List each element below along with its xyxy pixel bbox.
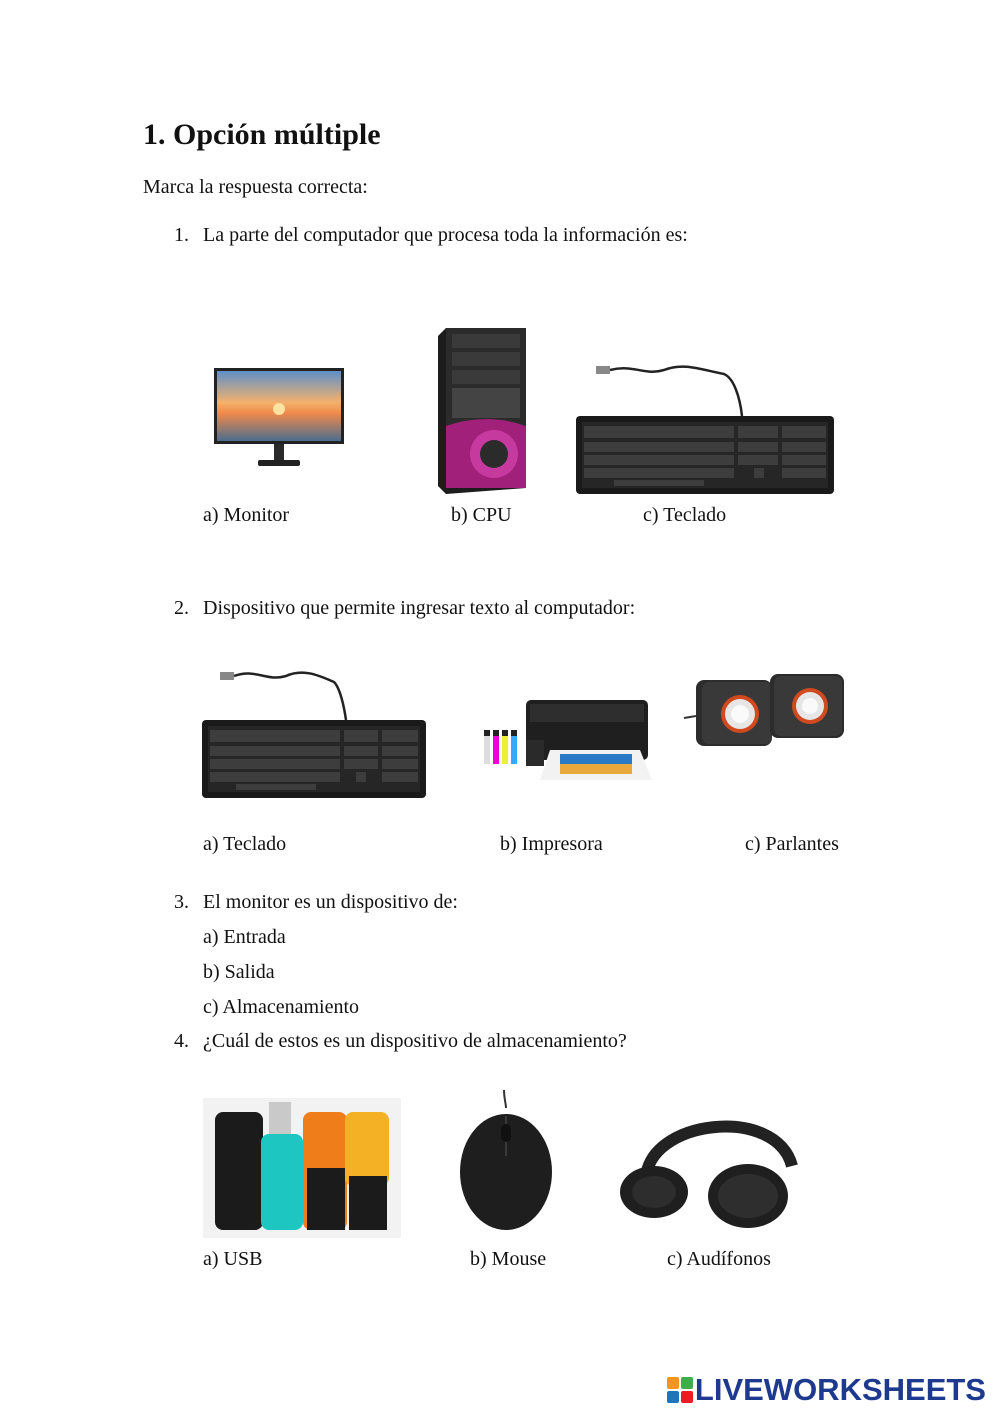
q2-option-c[interactable]: c) Parlantes: [745, 833, 839, 855]
keyboard-image: [574, 358, 836, 496]
worksheet-title: 1. Opción múltiple: [143, 118, 381, 151]
question-number: 1.: [174, 224, 189, 246]
question-text: ¿Cuál de estos es un dispositivo de almacenamiento?: [203, 1030, 627, 1052]
keyboard-image: [200, 664, 428, 800]
q2-option-b[interactable]: b) Impresora: [500, 833, 603, 855]
q4-option-b[interactable]: b) Mouse: [470, 1248, 547, 1270]
q4-option-c[interactable]: c) Audífonos: [667, 1248, 771, 1270]
question-text: Dispositivo que permite ingresar texto al computador:: [203, 597, 636, 619]
printer-image: [480, 694, 660, 800]
headphones-image: [616, 1110, 800, 1232]
question-text: La parte del computador que procesa toda la información es:: [203, 224, 688, 246]
instruction-text: Marca la respuesta correcta:: [143, 176, 368, 198]
mouse-image: [456, 1090, 556, 1232]
question-number: 2.: [174, 597, 189, 619]
liveworksheets-logo[interactable]: [667, 1372, 986, 1408]
q3-option-a[interactable]: a) Entrada: [203, 926, 286, 948]
q4-option-a[interactable]: a) USB: [203, 1248, 263, 1270]
logo-text: LIVEWORKSHEETS: [694, 1372, 986, 1407]
question-text: El monitor es un dispositivo de:: [203, 891, 458, 913]
q1-option-c[interactable]: c) Teclado: [643, 504, 727, 526]
question-number: 4.: [174, 1030, 189, 1052]
q2-option-a[interactable]: a) Teclado: [203, 833, 287, 855]
q3-option-b[interactable]: b) Salida: [203, 961, 275, 983]
question-number: 3.: [174, 891, 189, 913]
q1-option-b[interactable]: b) CPU: [451, 504, 512, 526]
q3-option-c[interactable]: c) Almacenamiento: [203, 996, 360, 1018]
logo-mark-icon: [667, 1377, 693, 1403]
cpu-tower-image: [430, 326, 534, 496]
monitor-image: [210, 366, 348, 474]
usb-drives-image: [203, 1098, 401, 1238]
q1-option-a[interactable]: a) Monitor: [203, 504, 290, 526]
speakers-image: [682, 670, 848, 750]
